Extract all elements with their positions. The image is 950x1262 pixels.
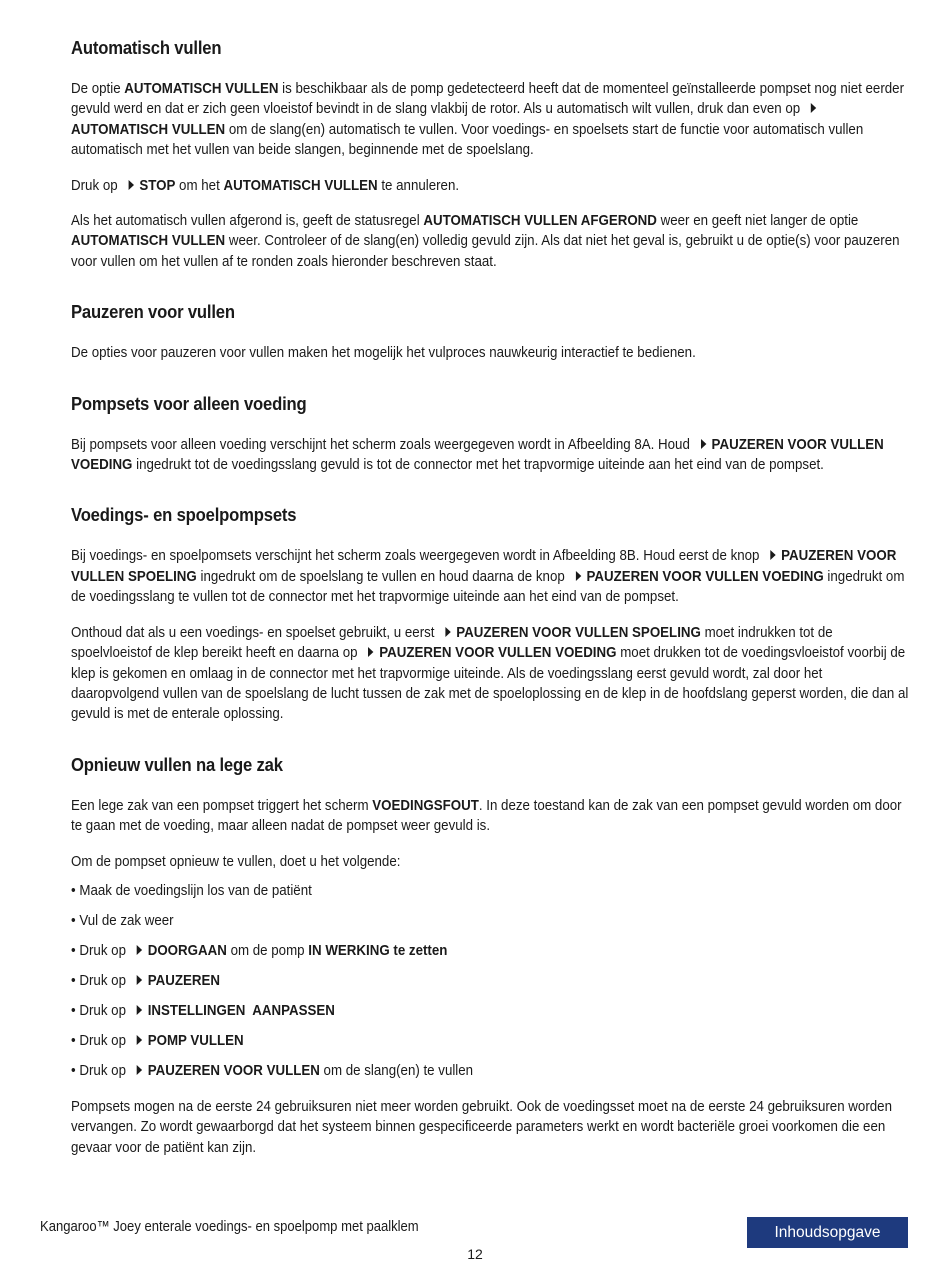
arrow-icon [137, 1005, 142, 1015]
paragraph-feedonly-1: Bij pompsets voor alleen voeding verschijnt het scherm zoals weergegeven wordt in Afbeelding 8A. Houd PAUZEREN VOOR VULLEN VOEDING ingedrukt tot de voedingsslang gevuld is tot de connector met het trapvormige uiteinde aan het eind van de pompset. [71, 436, 884, 474]
paragraph-refill-2: Om de pompset opnieuw te vullen, doet u het volgende: [71, 853, 401, 870]
heading-automatisch-vullen: Automatisch vullen [71, 37, 222, 58]
list-item: • Vul de zak weer [71, 912, 174, 929]
list-item: • Druk op PAUZEREN [71, 972, 220, 989]
paragraph-refill-3: Pompsets mogen na de eerste 24 gebruiksuren niet meer worden gebruikt. Ook de voedingsset moet na de eerste 24 gebruiksuren worden vervangen. Zo wordt gewaarborgd dat het systeem binnen gespecificeerde parameters werkt en wordt bacteriële groei voorkomen die een gevaar voor de patiënt kan zijn. [71, 1098, 892, 1156]
paragraph-auto-3: Als het automatisch vullen afgerond is, geeft de statusregel AUTOMATISCH VULLEN AFGEROND weer en geeft niet langer de optie AUTOMATISCH VULLEN weer. Controleer of de slang(en) volledig gevuld zijn. Als dat niet het geval is, gebruikt u de optie(s) voor pauzeren voor vullen om het vullen af te ronden zoals hieronder beschreven staat. [71, 213, 900, 270]
list-item: • Maak de voedingslijn los van de patiënt [71, 882, 312, 899]
arrow-icon [770, 550, 775, 560]
paragraph-auto-2: Druk op STOP om het AUTOMATISCH VULLEN te annuleren. [71, 177, 460, 194]
footer-product-title: Kangaroo™ Joey enterale voedings- en spoelpomp met paalklem [40, 1219, 419, 1235]
list-item: • Druk op DOORGAAN om de pomp IN WERKING te zetten [71, 942, 448, 959]
paragraph-refill-1: Een lege zak van een pompset triggert het scherm VOEDINGSFOUT. In deze toestand kan de zak van een pompset gevuld worden om door te gaan met de voeding, maar alleen nadat de pompset weer gevuld is. [71, 797, 902, 835]
heading-pauzeren-voor-vullen: Pauzeren voor vullen [71, 301, 235, 323]
arrow-icon [137, 945, 142, 955]
arrow-icon [701, 439, 706, 449]
paragraph-pause-1: De opties voor pauzeren voor vullen maken het mogelijk het vulproces nauwkeurig interactief te bedienen. [71, 345, 696, 362]
list-item: • Druk op INSTELLINGEN AANPASSEN [71, 1002, 335, 1019]
arrow-icon [137, 1065, 142, 1075]
arrow-icon [445, 627, 450, 637]
list-item: • Druk op PAUZEREN VOOR VULLEN om de slang(en) te vullen [71, 1062, 474, 1079]
paragraph-auto-1: De optie AUTOMATISCH VULLEN is beschikbaar als de pomp gedetecteerd heeft dat de momenteel geïnstalleerde pompset nog niet eerder gevuld werd en dat er zich geen vloeistof bevindt in de slang vlakbij de rotor. Als u automatisch wilt vullen, druk dan even op AUTOMATISCH VULLEN om de slang(en) automatisch te vullen. Voor voedings- en spoelsets start de functie voor automatisch vullen automatisch met het vullen van beide slangen, beginnende met de spoelslang. [71, 81, 905, 159]
table-of-contents-button[interactable]: Inhoudsopgave [747, 1217, 908, 1248]
arrow-icon [576, 571, 581, 581]
arrow-icon [368, 647, 373, 657]
arrow-icon [811, 103, 816, 113]
list-item: • Druk op POMP VULLEN [71, 1032, 244, 1049]
paragraph-feedflush-1: Bij voedings- en spoelpomsets verschijnt het scherm zoals weergegeven wordt in Afbeelding 8B. Houd eerst de knop PAUZEREN VOOR VULLEN SPOELING ingedrukt om de spoelslang te vullen en houd daarna de knop PAUZEREN VOOR VULLEN VOEDING ingedrukt om de voedingsslang te vullen tot de connector met het trapvormige uiteinde aan het eind van de pompset. [71, 548, 905, 606]
paragraph-feedflush-2: Onthoud dat als u een voedings- en spoelset gebruikt, u eerst PAUZEREN VOOR VULLEN SPOELING moet indrukken tot de spoelvloeistof de klep bereikt heeft en daarna op PAUZEREN VOOR VULLEN VOEDING moet drukken tot de voedingsvloeistof voorbij de klep is gekomen en omlaag in de connector met het trapvormige uiteinde. Als de voedingsslang eerst gevuld wordt, zal door het daaropvolgend vullen van de spoelslang de lucht tussen de zak met de spoeloplossing en de klep in de hoofdslang geperst worden, die dan al gevuld is met de enterale oplossing. [71, 624, 909, 723]
main-content [71, 30, 913, 1158]
heading-pompsets-alleen-voeding: Pompsets voor alleen voeding [71, 392, 307, 414]
arrow-icon [137, 1035, 142, 1045]
heading-voedings-en-spoelpompsets: Voedings- en spoelpompsets [71, 504, 297, 526]
heading-opnieuw-vullen: Opnieuw vullen na lege zak [71, 753, 283, 775]
arrow-icon [137, 975, 142, 985]
page-number: 12 [467, 1246, 483, 1262]
arrow-icon [129, 180, 134, 190]
